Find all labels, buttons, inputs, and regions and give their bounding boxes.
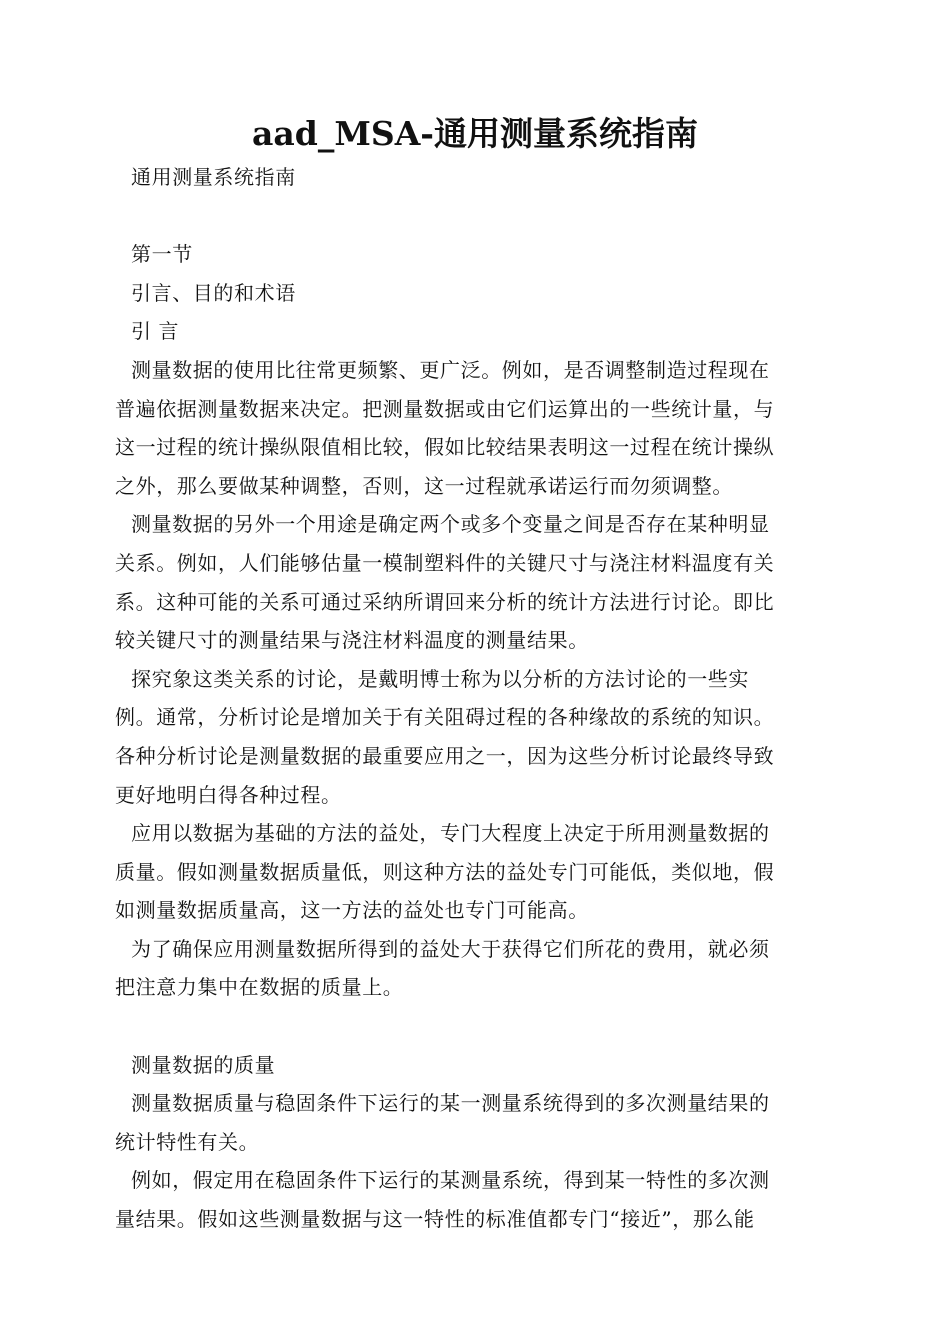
text-line: 这一过程的统计操纵限值相比较，假如比较结果表明这一过程在统计操纵 [115,435,775,460]
text-line: 更好地明白得各种过程。 [115,782,342,807]
text-line: 例如，假定用在稳固条件下运行的某测量系统，得到某一特性的多次测 [131,1168,770,1193]
text-line: 引言、目的和术语 [131,280,296,305]
text-line: 测量数据质量与稳固条件下运行的某一测量系统得到的多次测量结果的 [131,1091,770,1116]
text-line: 较关键尺寸的测量结果与浇注材料温度的测量结果。 [115,628,589,653]
blank-line [115,1007,833,1046]
text-line: 关系。例如，人们能够估量一模制塑料件的关键尺寸与浇注材料温度有关 [115,550,775,575]
text-line: 之外，那么要做某种调整，否则，这一过程就承诺运行而勿须调整。 [115,473,733,498]
text-line: 第一节 [131,242,193,267]
document-title: aad_MSA-通用测量系统指南 [252,114,698,153]
text-line: 应用以数据为基础的方法的益处，专门大程度上决定于所用测量数据的 [131,821,770,846]
text-line: 质量。假如测量数据质量低，则这种方法的益处专门可能低，类似地，假 [115,859,775,884]
text-line: 量结果。假如这些测量数据与这一特性的标准值都专门“接近”，那么能 [115,1207,755,1232]
text-line: 测量数据的另外一个用途是确定两个或多个变量之间是否存在某种明显 [131,512,770,537]
blank-line [115,197,833,236]
text-line: 为了确保应用测量数据所得到的益处大于获得它们所花的费用，就必须 [131,936,770,961]
text-line: 引 言 [131,319,180,344]
text-line: 系。这种可能的关系可通过采纳所谓回来分析的统计方法进行讨论。即比 [115,589,775,614]
text-line: 如测量数据质量高，这一方法的益处也专门可能高。 [115,898,589,923]
document-body [115,158,833,1239]
text-line: 通用测量系统指南 [131,165,296,189]
text-line: 把注意力集中在数据的质量上。 [115,975,404,1000]
text-line: 测量数据的质量 [131,1052,276,1077]
text-line: 测量数据的使用比往常更频繁、更广泛。例如，是否调整制造过程现在 [131,357,770,382]
text-line: 统计特性有关。 [115,1129,260,1154]
text-line: 探究象这类关系的讨论，是戴明博士称为以分析的方法讨论的一些实 [131,666,749,691]
text-line: 各种分析讨论是测量数据的最重要应用之一，因为这些分析讨论最终导致 [115,743,775,768]
text-line: 例。通常，分析讨论是增加关于有关阻碍过程的各种缘故的系统的知识。 [115,705,775,730]
text-line: 普遍依据测量数据来决定。把测量数据或由它们运算出的一些统计量，与 [115,396,775,421]
